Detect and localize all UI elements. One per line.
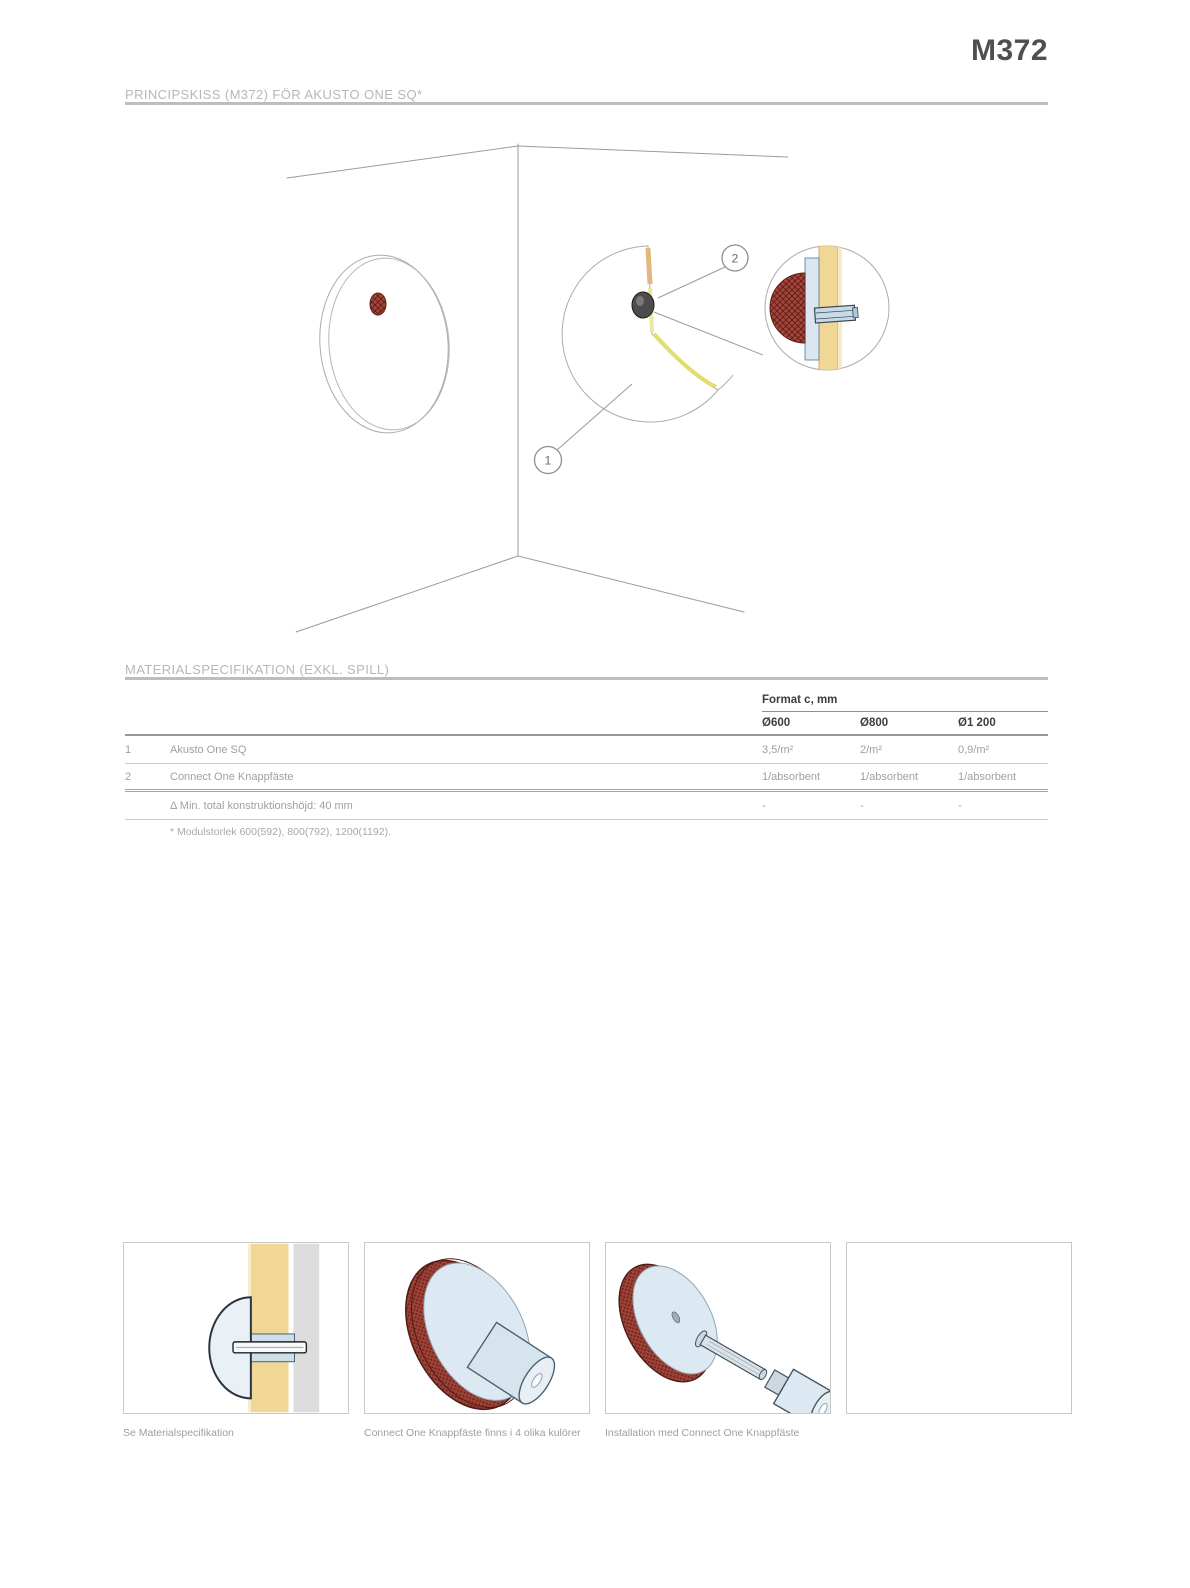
figure-box-knob bbox=[364, 1242, 590, 1414]
row-number: 1 bbox=[125, 743, 132, 756]
figure-box-cross-section bbox=[123, 1242, 349, 1414]
left-panel bbox=[312, 250, 456, 438]
row-value: - bbox=[762, 799, 766, 812]
detail-circle bbox=[765, 244, 889, 374]
table-row-min-depth bbox=[125, 792, 1048, 820]
row-value: 3,5/m² bbox=[762, 743, 794, 756]
table-format-row bbox=[125, 688, 1048, 712]
row-value: 1/absorbent bbox=[958, 770, 1017, 783]
figure-box-empty bbox=[846, 1242, 1072, 1414]
installation-drawing bbox=[606, 1243, 830, 1413]
row-label: Connect One Knappfäste bbox=[170, 770, 294, 783]
callout-2-label: 2 bbox=[731, 251, 739, 266]
screw-section bbox=[814, 305, 858, 323]
table-row-akusto-one bbox=[125, 736, 1048, 764]
row-label: Δ Min. total konstruktionshöjd: 40 mm bbox=[170, 799, 353, 812]
anchor-cylinder bbox=[760, 1361, 830, 1413]
callout-2 bbox=[654, 245, 763, 355]
row-number: 2 bbox=[125, 770, 132, 783]
knob-drawing bbox=[365, 1243, 589, 1413]
cross-section-drawing bbox=[124, 1243, 348, 1413]
figure-caption-1: Se Materialspecifikation bbox=[123, 1427, 234, 1439]
row-value: - bbox=[860, 799, 864, 812]
row-value: 0,9/m² bbox=[958, 743, 990, 756]
figure-caption-2: Connect One Knappfäste finns i 4 olika kulörer bbox=[364, 1427, 581, 1439]
col-header-800: Ø800 bbox=[860, 717, 889, 729]
cut-edge-top bbox=[648, 248, 650, 284]
principskiss-heading-rule bbox=[125, 102, 1048, 105]
table-row-connect-one bbox=[125, 764, 1048, 792]
material-table bbox=[125, 688, 1048, 820]
col-header-600: Ø600 bbox=[762, 717, 791, 729]
principskiss-heading: PRINCIPSKISS (M372) FÖR AKUSTO ONE SQ* bbox=[125, 87, 423, 102]
fixing-button-section bbox=[632, 292, 654, 318]
table-column-header-row bbox=[125, 712, 1048, 736]
figure-caption-3: Installation med Connect One Knappfäste bbox=[605, 1427, 800, 1439]
principskiss-diagram bbox=[270, 128, 920, 668]
row-label: Akusto One SQ bbox=[170, 743, 247, 756]
row-value: 1/absorbent bbox=[860, 770, 919, 783]
wall-structure bbox=[293, 1244, 319, 1412]
row-value: 1/absorbent bbox=[762, 770, 821, 783]
right-panel-cutaway bbox=[562, 246, 733, 422]
wall-board bbox=[251, 1244, 289, 1412]
materialspec-heading: MATERIALSPECIFIKATION (EXKL. SPILL) bbox=[125, 662, 390, 677]
exploded-disc bbox=[606, 1245, 736, 1397]
table-format-header: Format c, mm bbox=[762, 688, 1048, 712]
fixing-button-front bbox=[370, 293, 386, 315]
row-value: - bbox=[958, 799, 962, 812]
callout-1-label: 1 bbox=[544, 453, 552, 468]
row-value: 2/m² bbox=[860, 743, 882, 756]
col-header-1200: Ø1 200 bbox=[958, 717, 996, 729]
figure-box-installation bbox=[605, 1242, 831, 1414]
materialspec-heading-rule bbox=[125, 677, 1048, 680]
table-footnote: * Modulstorlek 600(592), 800(792), 1200(1192). bbox=[170, 826, 392, 838]
doc-code: M372 bbox=[970, 34, 1048, 67]
callout-1 bbox=[535, 384, 633, 474]
